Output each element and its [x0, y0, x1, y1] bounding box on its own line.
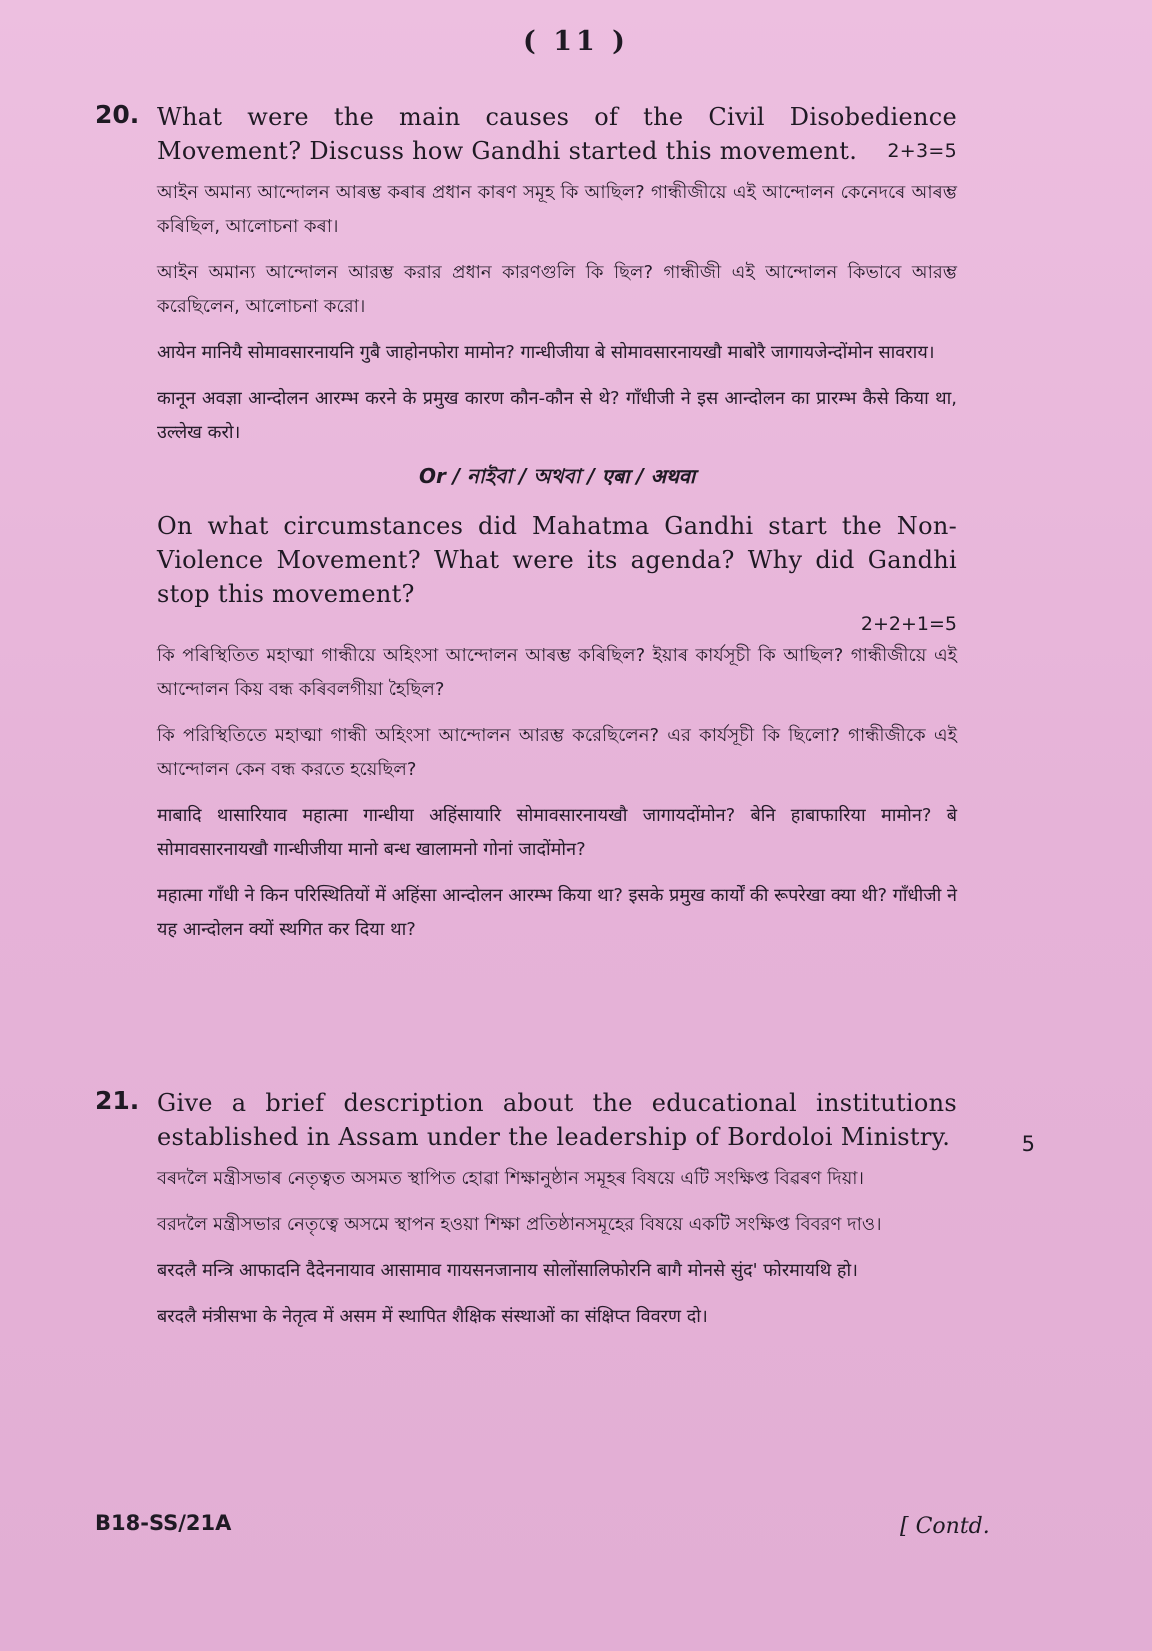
question-text-english: What were the main causes of the Civil Disobedience Movement? Discuss how Gandhi started this movement. 2+3=5	[157, 100, 957, 168]
translation-hindi: कानून अवज्ञा आन्दोलन आरम्भ करने के प्रमुख कारण कौन-कौन से थे? गाँधीजी ने इस आन्दोलन का प्रारम्भ कैसे किया था, उल्लेख करो।	[157, 388, 957, 443]
translation-assamese: আইন অমান্য আন্দোলন আৰম্ভ কৰাৰ প্ৰধান কাৰণ সমূহ কি আছিল? গান্ধীজীয়ে এই আন্দোলন কেনেদৰে আৰম্ভ কৰিছিল, আলোচনা কৰা।	[157, 182, 957, 237]
translation-bengali: বরদলৈ মন্ত্রীসভার নেতৃত্বে অসমে স্থাপন হওয়া শিক্ষা প্রতিষ্ঠানসমূহের বিষয়ে একটি সংক্ষিপ্ত বিবরণ দাও।	[157, 1214, 882, 1235]
translation-assamese: বৰদলৈ মন্ত্ৰীসভাৰ নেতৃত্বত অসমত স্থাপিত হোৱা শিক্ষানুষ্ঠান সমূহৰ বিষয়ে এটি সংক্ষিপ্ত বিৱৰণ দিয়া।	[157, 1168, 864, 1189]
translation-bodo: बरदलै मन्त्रि आफादनि दैदेननायाव आसामाव गायसनजानाय सोलोंसालिफोरनि बागै मोनसे सुंद' फोरमायथि हो।	[157, 1260, 858, 1281]
alt-translation-bengali: কি পরিস্থিতিতে মহাত্মা গান্ধী অহিংসা আন্দোলন আরম্ভ করেছিলেন? এর কার্যসূচী কি ছিলো? গান্ধীজীকে এই আন্দোলন কেন বন্ধ করতে হয়েছিল?	[157, 725, 957, 780]
alt-translation-hindi: महात्मा गाँधी ने किन परिस्थितियों में अहिंसा आन्दोलन आरम्भ किया था? इसके प्रमुख कार्यों की रूपरेखा क्या थी? गाँधीजी ने यह आन्दोलन क्यों स्थगित कर दिया था?	[157, 885, 957, 940]
continued-note: [ Contd.	[900, 1514, 990, 1539]
question-number: 21.	[95, 1086, 140, 1115]
marks: 5	[1021, 1132, 1035, 1156]
paper-code: B18-SS/21A	[95, 1511, 232, 1535]
alt-translation-bodo: माबादि थासारियाव महात्मा गान्धीया अहिंसायारि सोमावसारनायखौ जागायदोंमोन? बेनि हाबाफारिया मामोन? बे सोमावसारनायखौ गान्धीजीया मानो बन्ध खालामनो गोनां जादोंमोन?	[157, 805, 957, 860]
or-separator: Or / নাইবা / অথবা / एबा / अथवा	[418, 464, 696, 488]
question-number: 20.	[95, 100, 140, 129]
translation-hindi: बरदलै मंत्रीसभा के नेतृत्व में असम में स्थापित शैक्षिक संस्थाओं का संक्षिप्त विवरण दो।	[157, 1306, 708, 1327]
translation-bodo: आयेन मानियै सोमावसारनायनि गुबै जाहोनफोरा मामोन? गान्धीजीया बे सोमावसारनायखौ माबोरै जागायजेन्दोंमोन सावराय।	[157, 342, 935, 363]
page-number: ( 11 )	[523, 26, 629, 57]
translation-bengali: আইন অমান্য আন্দোলন আরম্ভ করার প্রধান কারণগুলি কি ছিল? গান্ধীজী এই আন্দোলন কিভাবে আরম্ভ করেছিলেন, আলোচনা করো।	[157, 262, 957, 317]
alt-translation-assamese: কি পৰিস্থিতিত মহাত্মা গান্ধীয়ে অহিংসা আন্দোলন আৰম্ভ কৰিছিল? ইয়াৰ কাৰ্যসূচী কি আছিল? গান্ধীজীয়ে এই আন্দোলন কিয় বন্ধ কৰিবলগীয়া হৈছিল?	[157, 645, 957, 700]
question-text-english: Give a brief description about the educational institutions established in Assam under the leadership of Bordoloi Ministry.	[157, 1089, 957, 1151]
question-body	[157, 1086, 1035, 1346]
alt-question-text-english: On what circumstances did Mahatma Gandhi start the Non-Violence Movement? What were its agenda? Why did Gandhi stop this movement?	[157, 512, 957, 608]
question-body	[157, 100, 957, 959]
alt-marks: 2+2+1=5	[860, 613, 957, 635]
marks: 2+3=5	[887, 140, 957, 162]
